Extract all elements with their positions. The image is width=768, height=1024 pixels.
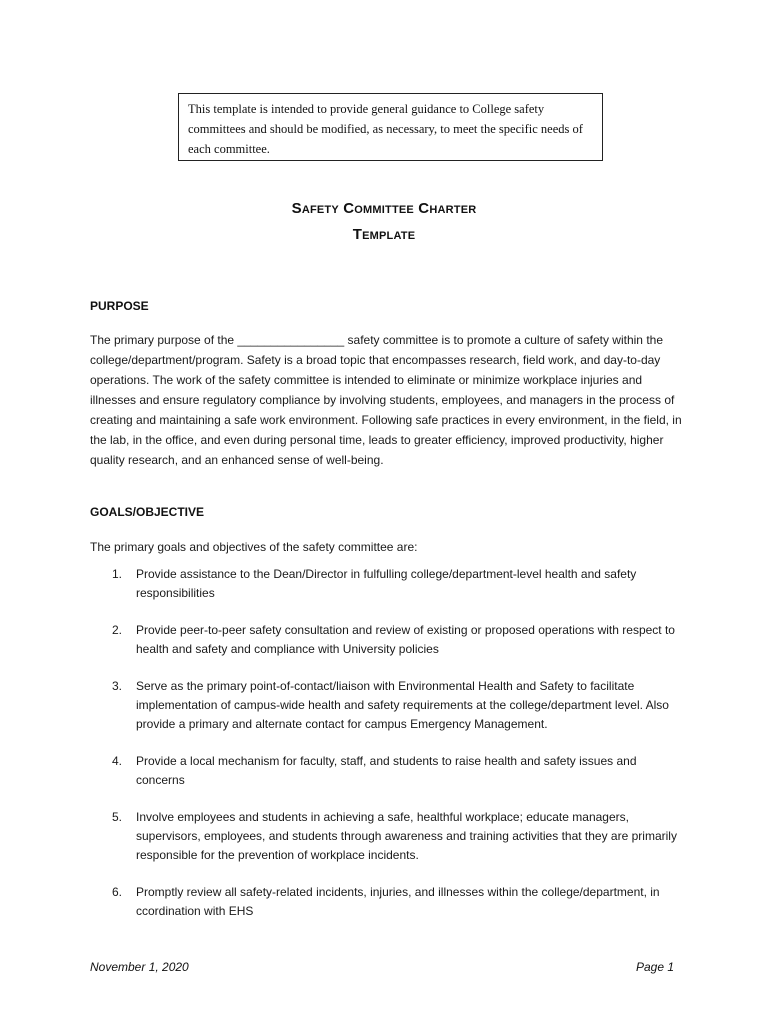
footer-page-number: Page 1	[636, 960, 675, 974]
list-item-number: 2.	[112, 623, 123, 637]
list-item-number: 6.	[112, 885, 123, 899]
list-item-number: 3.	[112, 679, 123, 693]
list-item-text: Provide a local mechanism for faculty, staff, and students to raise health and safety issues and concerns	[136, 754, 637, 787]
purpose-paragraph: The primary purpose of the ________________ safety committee is to promote a culture of safety within the college/department/program. Safety is a broad topic that encompasses research, field work, and day-to-day operations. The work of the safety committee is intended to eliminate or minimize workplace injuries and illnesses and ensure regulatory compliance by involving students, employees, and managers in the process of creating and maintaining a safe work environment. Following safe practices in every environment, in the field, in the lab, in the office, and even during personal time, leads to greater efficiency, improved productivity, higher quality research, and an enhanced sense of well-being.	[90, 333, 682, 467]
list-item-number: 4.	[112, 754, 123, 768]
document-subtitle: Template	[352, 226, 416, 243]
footer-date: November 1, 2020	[90, 960, 189, 974]
list-item-number: 5.	[112, 810, 123, 824]
document-title: Safety Committee Charter	[291, 200, 477, 217]
purpose-heading: PURPOSE	[90, 299, 149, 313]
list-item-text: Serve as the primary point-of-contact/liaison with Environmental Health and Safety to facilitate implementation of campus-wide health and safety requirements at the college/department level. Also provide a primary and alternate contact for campus Emergency Management.	[136, 679, 669, 731]
list-item-text: Provide peer-to-peer safety consultation and review of existing or proposed operations with respect to health and safety and compliance with University policies	[136, 623, 675, 656]
list-item-text: Provide assistance to the Dean/Director in fulfulling college/department-level health and safety responsibilities	[136, 567, 637, 600]
goals-intro: The primary goals and objectives of the safety committee are:	[90, 540, 418, 554]
template-notice-box: This template is intended to provide general guidance to College safety committees and should be modified, as necessary, to meet the specific needs of each committee.	[178, 93, 603, 161]
goals-heading: GOALS/OBJECTIVE	[90, 505, 205, 519]
list-item-text: Promptly review all safety-related incidents, injuries, and illnesses within the college/department, in ccordination with EHS	[136, 885, 660, 918]
list-item-number: 1.	[112, 567, 123, 581]
list-item-text: Involve employees and students in achieving a safe, healthful workplace; educate managers, supervisors, employees, and students through awareness and training activities that they are primarily responsible for the prevention of workplace incidents.	[136, 810, 677, 862]
